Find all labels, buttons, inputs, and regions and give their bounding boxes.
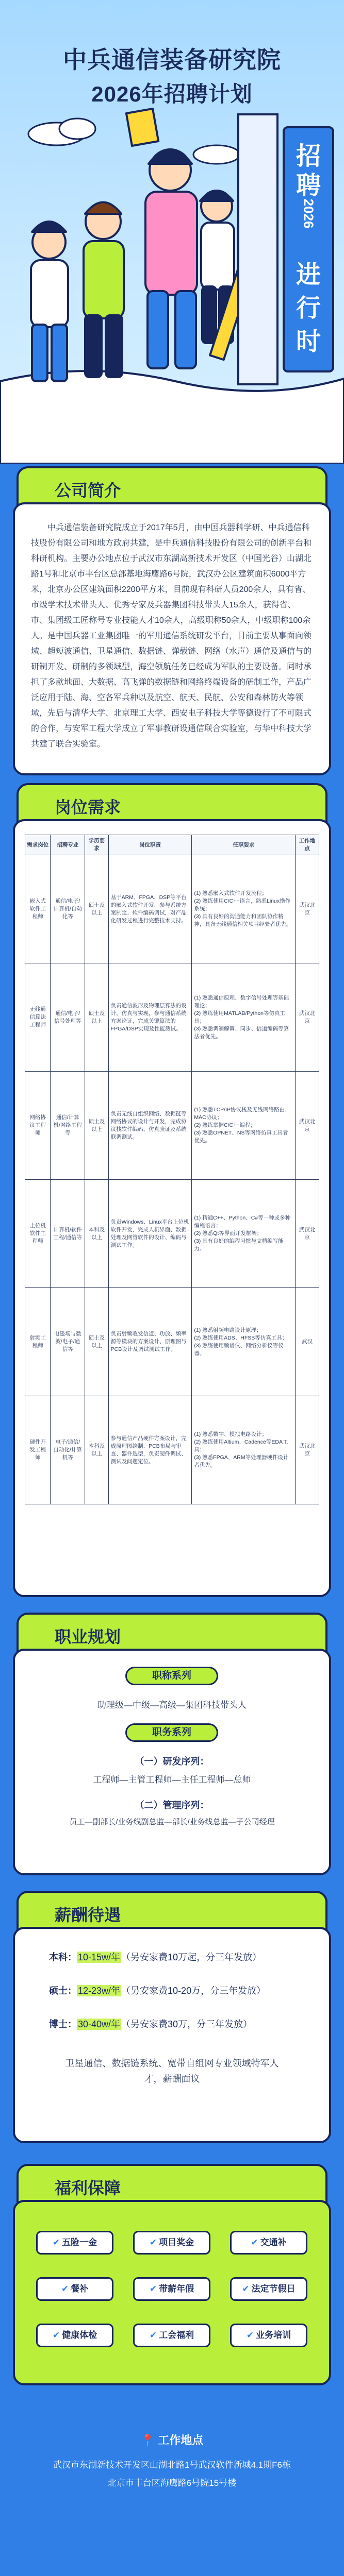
intro-paragraph: 中兵通信装备研究院成立于2017年5月，由中国兵器科学研、中兵通信科技股份有限公司和地方政府共建，是中兵通信科技股份有限公司的创新平台和科研机构。主要办公地点位于武汉市东湖高新技术开发区（中国光谷）山湖北路1号和北京市丰台区总部基地海鹰路6号院，武汉办公区建筑面积6000平方米，北京办公区建筑面积2200平方米，目前现有科研人员200余人，具有省、市级学术技术带头人、优秀专家及兵器集团科技带头人15余人，获得省、市、集团级工匠称号专业技能人才10余人，高级职称50余人，中级职称100余人。是中国兵器工业集团唯一的军用通信系统研发平台，目前主要从事面向领域、超短波通信、卫星通信、数据链、弹载链、网络（水声）通信及通信与的研制开发、研制的多领域型，海空领航任务已经成为军队的主要设备。同时承担了多款地面、大数据、高飞弹的数据链和网络终端设备的研制工作，产品广泛应用于陆、海、空各军兵种以及航空、航天、民航、公安和森林防火等领域，先后与清华大学、北京理工大学、西安电子科技大学等德设行了不可限式的合作，与安军工程大学成立了军事教研设通信联合实验室，与华中科技大学共建了联合实验室。 [31, 523, 312, 749]
header-cell: 需求岗位 [25, 835, 51, 855]
check-icon: ✔ [149, 2330, 157, 2340]
check-icon: ✔ [61, 2284, 69, 2294]
benefit-item: ✔ 法定节假日 [230, 2277, 307, 2301]
banner-char: 进 [296, 261, 321, 289]
rd-sequence-label: （一）研发序列： [135, 1756, 209, 1767]
table-row [25, 855, 319, 963]
check-icon: ✔ [251, 2238, 258, 2247]
location-icon: 📍 [140, 2434, 155, 2447]
job-location: 武汉北京 [296, 1396, 319, 1504]
table-row [25, 1288, 319, 1396]
header-cell: 学历要求 [85, 835, 109, 855]
hiring-banner [283, 126, 334, 372]
job-requirement: (1) 熟悉数字、模拟电路设计； (2) 熟练使用Altium、Cadence等EDA工具； (3) 熟悉FPGA、ARM等处理器硬件设计者优先。 [192, 1396, 296, 1504]
job-education: 硕士及以上 [85, 1072, 109, 1180]
job-duty: 基于ARM、FPGA、DSP等平台的嵌入式软件开发，参与系统方案制定、软件编码调试，对产品化研发过程进行完整技术支持。 [108, 855, 192, 963]
salary-range: 12-23w/年 [78, 1986, 121, 1996]
jobs-table [25, 835, 319, 1504]
job-duty: 负责Windows、Linux平台上位机软件开发，完成人机界面、数据处理及网管软件的设计、编码与测试工作。 [108, 1180, 192, 1288]
table-row [25, 1180, 319, 1288]
check-icon: ✔ [52, 2330, 60, 2340]
job-requirement: (1) 熟悉射频电路设计原理； (2) 熟练使用ADS、HFSS等仿真工具； (3) 熟练使用频谱仪、网络分析仪等仪器。 [192, 1288, 296, 1396]
job-requirement: (1) 熟悉通信原理、数字信号处理等基础理论； (2) 熟练使用MATLAB/Python等仿真工具； (3) 熟悉调制解调、同步、信道编码等算法者优先。 [192, 963, 296, 1072]
banner-char: 招 [296, 143, 321, 170]
header-cell: 任职要求 [192, 835, 296, 855]
salary-master [49, 1984, 266, 1997]
benefit-item: ✔ 交通补 [230, 2231, 307, 2255]
mgmt-sequence-path: 员工—副部长/业务线副总监—部长/业务线总监—子公司经理 [69, 1818, 275, 1826]
job-title: 网络协议工程师 [25, 1072, 51, 1180]
salary-degree: 博士： [49, 2019, 77, 2029]
banner-char: 聘 [296, 172, 321, 199]
job-major: 电磁场与微波/电子/通信等 [51, 1288, 85, 1396]
job-education: 硕士及以上 [85, 1288, 109, 1396]
job-title: 硬件开发工程师 [25, 1396, 51, 1504]
jobs-section-title: 岗位需求 [55, 798, 121, 817]
salary-section-title: 薪酬待遇 [55, 1906, 121, 1924]
salary-extra: （另安家费30万，分三年发放） [121, 2019, 253, 2029]
table-row [25, 1396, 319, 1504]
salary-bachelor [49, 1950, 261, 1963]
job-requirement: (1) 精通C++、Python、C#等一种或多种编程语言； (2) 熟悉Qt等界面开发框架； (3) 具有良好的编程习惯与文档编写能力。 [192, 1180, 296, 1288]
job-major: 电子/通信/自动化/计算机等 [51, 1396, 85, 1504]
banner-char: 行 [296, 295, 321, 322]
table-row [25, 963, 319, 1072]
benefit-item: ✔ 五险一金 [36, 2231, 113, 2255]
hero-title: 中兵通信装备研究院 [63, 46, 281, 73]
job-location: 武汉北京 [296, 855, 319, 963]
benefit-item: ✔ 餐补 [36, 2277, 113, 2301]
jobs-table-header [25, 835, 319, 855]
job-education: 硕士及以上 [85, 855, 109, 963]
job-requirement: (1) 熟悉TCP/IP协议栈及无线网络路由、MAC协议； (2) 熟练掌握C/C++编程； (3) 熟悉OPNET、NS等网络仿真工具者优先。 [192, 1072, 296, 1180]
salary-degree: 硕士： [49, 1986, 77, 1996]
duty-series-pill: 职务系列 [125, 1723, 218, 1742]
building-illustration [237, 113, 279, 385]
job-duty: 负责无线自组织网络、数据链等网络协议的设计与开发，完成协议栈软件编码、仿真验证及系统联调测试。 [108, 1072, 192, 1180]
hero-subtitle: 2026年招聘计划 [91, 82, 253, 106]
job-major: 通信/电子/计算机/自动化等 [51, 855, 85, 963]
job-major: 通信/计算机/网络工程等 [51, 1072, 85, 1180]
benefits-section-title: 福利保障 [55, 2179, 121, 2197]
benefit-item: ✔ 健康体检 [36, 2324, 113, 2347]
job-major: 计算机/软件工程/通信等 [51, 1180, 85, 1288]
header-cell: 岗位职责 [108, 835, 192, 855]
salary-note: 卫星通信、数据链系统、宽带自组网专业领域特军人才，薪酬面议 [65, 2058, 279, 2084]
job-major: 通信/电子/信号处理等 [51, 963, 85, 1072]
mgmt-sequence-label: （二）管理序列： [135, 1800, 209, 1810]
check-icon: ✔ [242, 2284, 250, 2294]
address-title: 📍 工作地点 [140, 2434, 204, 2447]
tech-series-path: 助理级—中级—高级—集团科技带头人 [97, 1700, 247, 1710]
table-row [25, 1072, 319, 1180]
salary-doctor [49, 2017, 252, 2030]
salary-range: 30-40w/年 [78, 2019, 121, 2029]
benefit-item: ✔ 工会福利 [133, 2324, 210, 2347]
job-title: 嵌入式软件工程师 [25, 855, 51, 963]
banner-year: 2026 [301, 198, 317, 229]
career-section-title: 职业规划 [55, 1628, 121, 1646]
intro-section-title: 公司简介 [55, 481, 121, 500]
job-education: 本科及以上 [85, 1396, 109, 1504]
check-icon: ✔ [149, 2238, 157, 2247]
benefit-item: ✔ 项目奖金 [133, 2231, 210, 2255]
job-title: 上位机软件工程师 [25, 1180, 51, 1288]
job-education: 本科及以上 [85, 1180, 109, 1288]
tech-series-pill: 职称系列 [125, 1667, 218, 1685]
hero-section [0, 0, 344, 464]
header-cell: 工作地点 [296, 835, 319, 855]
banner-char: 时 [296, 328, 321, 355]
salary-degree: 本科： [49, 1952, 77, 1962]
job-title: 无线通信算法工程师 [25, 963, 51, 1072]
address-beijing: 北京市丰台区海鹰路6号院15号楼 [107, 2478, 237, 2488]
salary-range: 10-15w/年 [78, 1952, 121, 1962]
job-location: 武汉 [296, 1288, 319, 1396]
benefit-item: ✔ 业务培训 [230, 2324, 307, 2347]
check-icon: ✔ [52, 2238, 60, 2247]
job-education: 硕士及以上 [85, 963, 109, 1072]
job-duty: 负责射频收发信道、功放、频率源等模块的方案设计、原理图与PCB设计及调试测试工作。 [108, 1288, 192, 1396]
job-location: 武汉北京 [296, 1180, 319, 1288]
job-duty: 参与通信产品硬件方案设计，完成原理图绘制、PCB布局与审查、器件选型，负责硬件调试、测试及问题定位。 [108, 1396, 192, 1504]
job-requirement: (1) 熟悉嵌入式软件开发流程； (2) 熟练使用C/C++语言，熟悉Linux操作系统； (3) 具有良好的沟通能力和团队协作精神，具备无线通信相关项目经验者优先。 [192, 855, 296, 963]
job-title: 射频工程师 [25, 1288, 51, 1396]
address-wuhan: 武汉市东湖新技术开发区山湖北路1号武汉软件新城4.1期F6栋 [53, 2460, 291, 2470]
job-duty: 负责通信波形及物理层算法的设计、仿真与实现，参与通信系统方案论证，完成关键算法的FPGA/DSP实现及性能测试。 [108, 963, 192, 1072]
salary-extra: （另安家费10万起，分三年发放） [121, 1952, 262, 1962]
job-location: 武汉北京 [296, 963, 319, 1072]
job-location: 武汉北京 [296, 1072, 319, 1180]
salary-extra: （另安家费10-20万，分三年发放） [121, 1986, 266, 1996]
check-icon: ✔ [149, 2284, 157, 2294]
benefit-item: ✔ 带薪年假 [133, 2277, 210, 2301]
header-cell: 招聘专业 [51, 835, 85, 855]
check-icon: ✔ [246, 2330, 254, 2340]
rd-sequence-path: 工程师—主管工程师—主任工程师—总师 [93, 1775, 251, 1785]
